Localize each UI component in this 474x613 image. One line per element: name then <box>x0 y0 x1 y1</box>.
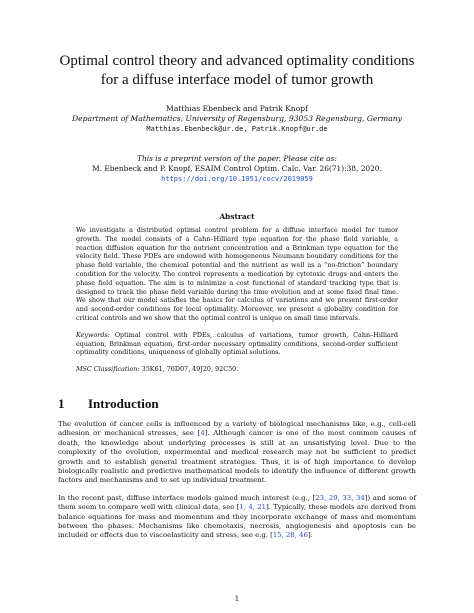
abstract-heading: Abstract <box>219 212 255 221</box>
preprint-line-1: This is a preprint version of the paper. Please cite as: <box>137 154 337 163</box>
p1-text-b: ]. Although cancer is one of the most common causes of death, the knowledge about underlying processes is still at an unsatisfying level. Due to the complexity of the evolution, experimental and medical research may not be sufficient to predict growth and to establish general treatment strategies. Thus, it is of high importance to develop biologically realistic and predictive mathematical models to identify the influence of different growth factors and mechanisms and to set up individual treatment. <box>58 429 416 485</box>
authors: Matthias Ebenbeck and Patrik Knopf <box>166 104 308 113</box>
keywords-label: Keywords: <box>76 330 110 339</box>
title-line-2: for a diffuse interface model of tumor growth <box>100 72 374 88</box>
citation-link[interactable]: 1, 4, 21 <box>239 503 267 512</box>
citation-link[interactable]: 15, 28, 46 <box>272 531 308 540</box>
msc-text: 35K61, 76D07, 49J20, 92C50. <box>141 365 239 374</box>
intro-paragraph-2 <box>58 494 416 541</box>
section-number: 1 <box>58 395 65 411</box>
msc-label: MSC Classification: <box>76 365 140 374</box>
author-emails: Matthias.Ebenbeck@ur.de, Patrik.Knopf@ur.de <box>146 125 328 133</box>
p2-text-c: ]. Typically, these models are derived from balance equations for mass and momentum and they incorporate exchange of mass and momentum between the phases. Mechanisms like chemotaxis, necrosis, angiogenesis and apoptosis can be included or effects due to viscoelasticity and stress, see e.g. [ <box>58 503 416 540</box>
p2-text-a: In the recent past, diffuse interface models gained much interest (e.g., [ <box>58 493 316 502</box>
page-number: 1 <box>234 595 240 603</box>
msc-classification <box>76 365 398 374</box>
p2-text-b: ]) and some of them seem to compare well with clinical data, see [ <box>58 493 416 512</box>
keywords <box>76 331 398 357</box>
citation-link[interactable]: 23, 29, 33, 34 <box>315 493 365 502</box>
preprint-note <box>58 154 416 184</box>
section-heading <box>58 396 416 412</box>
section-title: Introduction <box>88 395 159 411</box>
preprint-line-2: M. Ebenbeck and P. Knopf, ESAIM Control Optim. Calc. Var. 26(71):38, 2020. <box>92 164 382 173</box>
title-line-1: Optimal control theory and advanced optimality conditions <box>59 53 415 69</box>
p2-text-d: ]. <box>307 531 313 540</box>
doi-link[interactable]: https://doi.org/10.1051/cocv/2019059 <box>161 175 313 183</box>
citation-link[interactable]: 4 <box>200 429 205 438</box>
affiliation: Department of Mathematics, University of Regensburg, 93053 Regensburg, Germany <box>72 114 402 123</box>
abstract-text: We investigate a distributed optimal control problem for a diffuse interface model for tumor growth. The model consists of a Cahn–Hilliard type equation for the phase field variable, a reaction diffusion equation for the nutrient concentration and a Brinkman type equation for the velocity field. These PDEs are endowed with homogeneous Neumann boundary conditions for the phase field variable, the chemical potential and the nutrient as well as a “no-friction” boundary condition for the velocity. The control represents a medication by cytotoxic drugs and enters the phase field equation. The aim is to minimize a cost functional of standard tracking type that is designed to track the phase field variable during the time evolution and at some fixed final time. We show that our model satisfies the basics for calculus of variations and we present first-order and second-order conditions for local optimality. Moreover, we present a globality condition for critical controls and we show that the optimal control is unique on small time intervals. <box>76 226 398 322</box>
keywords-text: Optimal control with PDEs, calculus of variations, tumor growth, Cahn–Hilliard equation, Brinkman equation, first-order necessary optimality conditions, second-order sufficient optimality conditions, uniqueness of globally optimal solutions. <box>76 330 398 357</box>
p1-text-a: The evolution of cancer cells is influenced by a variety of biological mechanisms like, e.g., cell-cell adhesion or mechanical stresses, see [ <box>58 419 416 438</box>
paper-title <box>58 0 416 90</box>
intro-paragraph-1 <box>58 420 416 486</box>
